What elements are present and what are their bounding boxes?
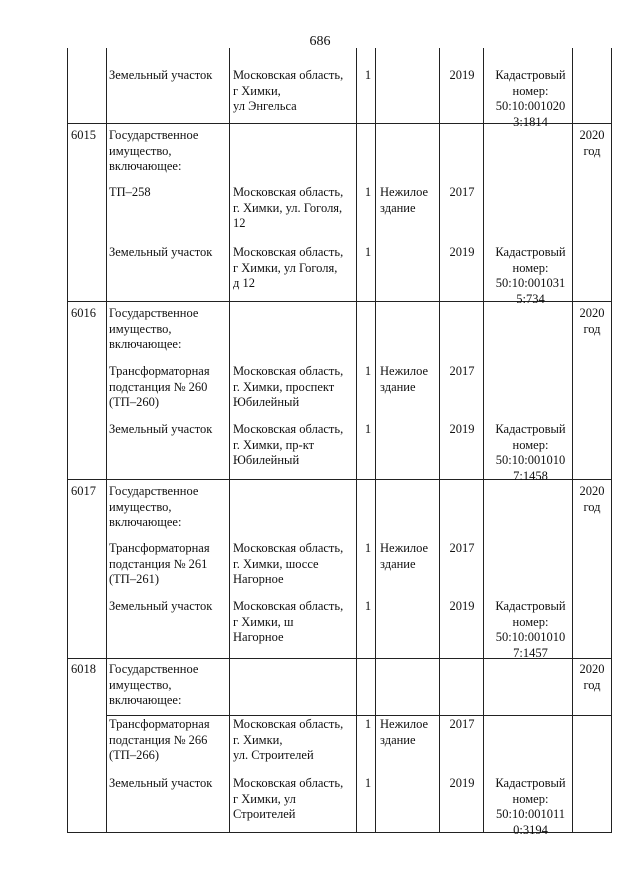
item-note: Кадастровый номер: 50:10:001011 0:3194 bbox=[495, 776, 566, 837]
item-name: ТП–258 bbox=[109, 185, 151, 199]
item-address: Московская область, г Химки, ул Энгельса bbox=[233, 68, 344, 113]
item-name: Земельный участок bbox=[109, 599, 213, 613]
item-address: Московская область, г. Химки, ул. Гоголя, 12 bbox=[233, 185, 344, 230]
item-address: Московская область, г Химки, ул Гоголя, д 12 bbox=[233, 245, 344, 290]
item-address: Московская область, г. Химки, пр-кт Юбилейный bbox=[233, 422, 344, 467]
row-number: 6015 bbox=[71, 128, 96, 142]
item-year: 2017 bbox=[449, 717, 475, 731]
item-year: 2017 bbox=[449, 364, 475, 378]
item-note: Кадастровый номер: 50:10:001020 3:1814 bbox=[495, 68, 566, 129]
item-quantity: 1 bbox=[364, 541, 372, 555]
item-year: 2019 bbox=[449, 776, 475, 790]
row-number: 6017 bbox=[71, 484, 96, 498]
row-number: 6016 bbox=[71, 306, 96, 320]
item-year: 2017 bbox=[449, 185, 475, 199]
item-year: 2017 bbox=[449, 541, 475, 555]
item-name: Трансформаторная подстанция № 261 (ТП–261) bbox=[109, 541, 210, 586]
item-year: 2019 bbox=[449, 68, 475, 82]
item-term: 2020 год bbox=[579, 484, 605, 514]
item-name: Земельный участок bbox=[109, 776, 213, 790]
item-year: 2019 bbox=[449, 245, 475, 259]
item-note: Кадастровый номер: 50:10:001010 7:1457 bbox=[495, 599, 566, 660]
item-note: Кадастровый номер: 50:10:001031 5:734 bbox=[495, 245, 566, 306]
item-address: Московская область, г. Химки, проспект Юбилейный bbox=[233, 364, 344, 409]
item-address: Московская область, г Химки, ш Нагорное bbox=[233, 599, 344, 644]
page-number: 686 bbox=[309, 34, 331, 49]
item-quantity: 1 bbox=[364, 599, 372, 613]
item-year: 2019 bbox=[449, 422, 475, 436]
item-type: Нежилое здание bbox=[380, 541, 429, 571]
item-name: Трансформаторная подстанция № 260 (ТП–260) bbox=[109, 364, 210, 409]
row-number: 6018 bbox=[71, 662, 96, 676]
item-name: Земельный участок bbox=[109, 422, 213, 436]
item-name: Трансформаторная подстанция № 266 (ТП–266) bbox=[109, 717, 210, 762]
item-address: Московская область, г. Химки, ул. Строителей bbox=[233, 717, 344, 762]
item-name: Земельный участок bbox=[109, 245, 213, 259]
item-quantity: 1 bbox=[364, 717, 372, 731]
item-note: Кадастровый номер: 50:10:001010 7:1458 bbox=[495, 422, 566, 483]
item-term: 2020 год bbox=[579, 662, 605, 692]
item-name: Государственное имущество, включающее: bbox=[109, 306, 199, 351]
item-name: Государственное имущество, включающее: bbox=[109, 484, 199, 529]
item-address: Московская область, г Химки, ул Строителей bbox=[233, 776, 344, 821]
item-year: 2019 bbox=[449, 599, 475, 613]
item-type: Нежилое здание bbox=[380, 717, 429, 747]
item-quantity: 1 bbox=[364, 422, 372, 436]
item-type: Нежилое здание bbox=[380, 185, 429, 215]
item-name: Земельный участок bbox=[109, 68, 213, 82]
property-table bbox=[67, 48, 612, 837]
item-name: Государственное имущество, включающее: bbox=[109, 662, 199, 707]
item-term: 2020 год bbox=[579, 306, 605, 336]
item-term: 2020 год bbox=[579, 128, 605, 158]
item-quantity: 1 bbox=[364, 364, 372, 378]
item-quantity: 1 bbox=[364, 776, 372, 790]
item-type: Нежилое здание bbox=[380, 364, 429, 394]
item-address: Московская область, г. Химки, шоссе Нагорное bbox=[233, 541, 344, 586]
item-name: Государственное имущество, включающее: bbox=[109, 128, 199, 173]
item-quantity: 1 bbox=[364, 68, 372, 82]
item-quantity: 1 bbox=[364, 185, 372, 199]
item-quantity: 1 bbox=[364, 245, 372, 259]
